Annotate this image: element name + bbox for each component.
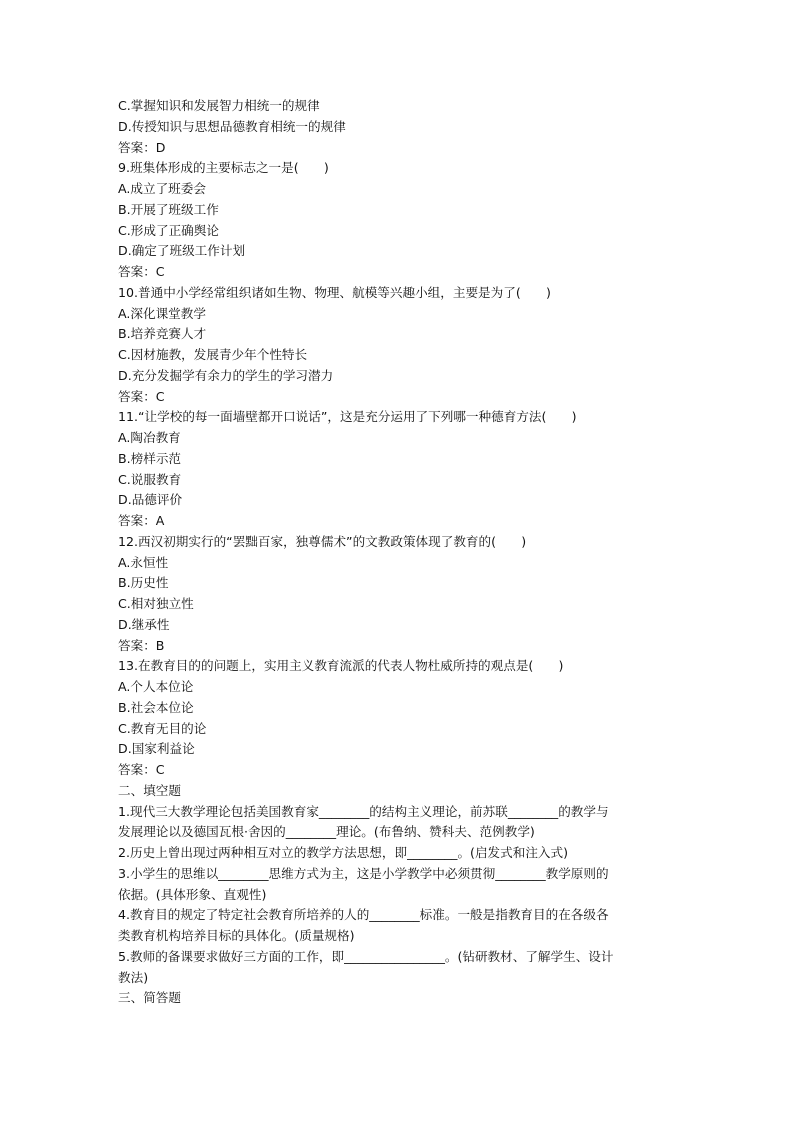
text-line: 答案：A: [118, 513, 165, 528]
text-line: C.相对独立性: [118, 596, 194, 611]
text-line: 答案：C: [118, 264, 165, 279]
text-line: C.形成了正确舆论: [118, 222, 219, 238]
text-line: B.培养竞赛人才: [118, 326, 207, 342]
text-line: 答案：C: [118, 762, 165, 777]
text-line: B.榜样示范: [118, 450, 182, 466]
text-line: A.深化课堂教学: [118, 305, 206, 321]
text-line: 9.班集体形成的主要标志之一是( ): [118, 160, 329, 176]
text-line: 13.在教育目的的问题上，实用主义教育流派的代表人物杜威所持的观点是( ): [118, 658, 564, 674]
text-line: 答案：D: [118, 139, 166, 155]
document-page: [118, 96, 688, 1009]
text-line: D.国家利益论: [118, 741, 195, 757]
text-line: D.充分发掘学有余力的学生的学习潜力: [118, 367, 334, 383]
text-line: 2.历史上曾出现过两种相互对立的教学方法思想，即________。(启发式和注入式): [118, 845, 569, 860]
text-line: A.陶冶教育: [118, 430, 181, 445]
text-line: C.说服教育: [118, 471, 182, 487]
text-line: C.因材施教，发展青少年个性特长: [118, 347, 308, 362]
text-line: 依据。(具体形象、直观性): [118, 886, 267, 902]
text-line: 4.教育目的规定了特定社会教育所培养的人的________标准。一般是指教育目的在各级各: [118, 907, 609, 923]
text-line: 10.普通中小学经常组织诸如生物、物理、航模等兴趣小组，主要是为了( ): [118, 284, 551, 300]
text-line: 答案：C: [118, 388, 165, 404]
text-line: A.永恒性: [118, 554, 169, 570]
text-line: 12.西汉初期实行的“罢黜百家，独尊儒术”的文教政策体现了教育的( ): [118, 533, 527, 549]
text-line: 发展理论以及德国瓦根·舍因的________理论。(布鲁纳、赞科夫、范例教学): [118, 824, 535, 840]
text-line: D.品德评价: [118, 492, 183, 508]
text-line: 1.现代三大教学理论包括美国教育家________的结构主义理论，前苏联________的教学与: [118, 803, 609, 819]
text-line: A.个人本位论: [118, 679, 194, 694]
text-line: 5.教师的备课要求做好三方面的工作，即________________。(钻研教材、了解学生、设计: [118, 948, 614, 964]
text-line: C.教育无目的论: [118, 720, 207, 736]
text-line: 教法): [118, 969, 149, 985]
text-line: 11.“让学校的每一面墙壁都开口说话”，这是充分运用了下列哪一种德育方法( ): [118, 409, 577, 425]
text-line: D.继承性: [118, 616, 170, 632]
text-line: B.社会本位论: [118, 699, 194, 715]
text-line: D.传授知识与思想品德教育相统一的规律: [118, 118, 346, 134]
text-line: 答案：B: [118, 637, 165, 653]
text-line: B.开展了班级工作: [118, 201, 219, 217]
text-line: D.确定了班级工作计划: [118, 243, 246, 259]
text-line: A.成立了班委会: [118, 181, 206, 196]
text-line: B.历史性: [118, 575, 169, 591]
text-line: 类教育机构培养目标的具体化。(质量规格): [118, 928, 355, 943]
text-line: 三、简答题: [118, 990, 181, 1006]
text-line: 3.小学生的思维以________思维方式为主，这是小学教学中必须贯彻________教学原则的: [118, 865, 609, 881]
text-line: 二、填空题: [118, 782, 181, 798]
text-line: C.掌握知识和发展智力相统一的规律: [118, 98, 320, 113]
